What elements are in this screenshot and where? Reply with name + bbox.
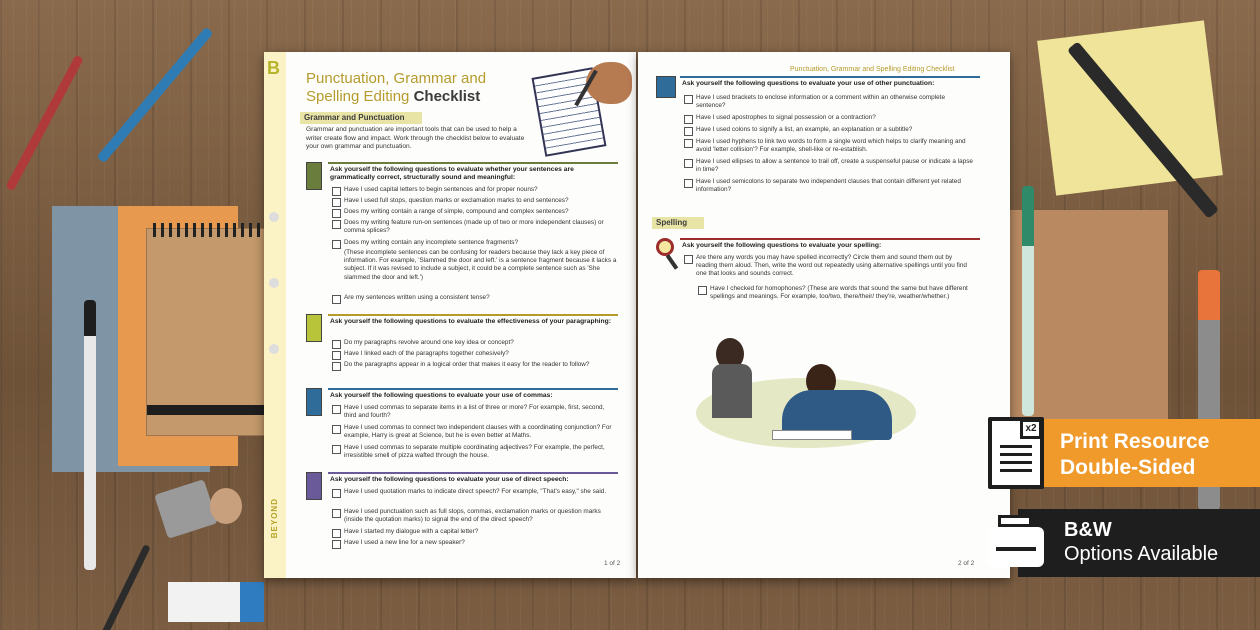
section-rule: [328, 162, 618, 164]
title-bold: Checklist: [413, 88, 481, 105]
worksheet-page-2: [638, 52, 1010, 578]
question-direct-speech: Ask yourself the following questions to evaluate your use of direct speech:: [330, 476, 569, 483]
section-heading-spelling: Spelling: [652, 217, 704, 229]
checklist-item[interactable]: Have I used commas to separate multiple coordinating adjectives? For example, the perfect, irresistible smell of pizza wafted through the house.: [332, 444, 618, 460]
print-line-1: Print Resource: [1060, 430, 1210, 453]
page-title: [306, 70, 506, 106]
checklist-item[interactable]: Have I started my dialogue with a capital letter?: [332, 528, 618, 536]
printer-icon: [988, 527, 1044, 567]
checklist-item[interactable]: Have I checked for homophones? (These are words that sound the same but have different spellings and meanings. For example, too/two, there/their/ they're, weather/whether.): [698, 285, 974, 301]
page-strip: [264, 52, 286, 578]
checklist-item[interactable]: Do my paragraphs revolve around one key idea or concept?: [332, 339, 618, 347]
pen-icon: [306, 388, 322, 416]
punch-hole: [269, 344, 279, 354]
checklist-item[interactable]: Have I used commas to connect two independent clauses with a coordinating conjunction? For example, Harry is great at Science, but he is even better at Maths.: [332, 424, 618, 440]
fragment-note: (These incomplete sentences can be confusing for readers because they lack a key piece of information. For example, 'Slammed the door and left.' is a sentence fragment because it lacks a subject. If it was revised to include a subject, it could be a complete sentence such as 'She slammed the door and left.'): [344, 249, 617, 281]
checklist-item[interactable]: Have I used ellipses to allow a sentence to trail off, create a suspenseful pause or indicate a lapse in time?: [684, 158, 974, 174]
checklist-item[interactable]: Have I used semicolons to separate two independent clauses that contain different yet related information?: [684, 178, 974, 194]
checklist-item[interactable]: Have I used brackets to enclose information or a comment within an otherwise complete sentence?: [684, 94, 974, 110]
eraser: [168, 582, 264, 622]
checklist-item[interactable]: Have I linked each of the paragraphs together cohesively?: [332, 350, 618, 358]
checklist-item[interactable]: Have I used full stops, question marks or exclamation marks to end sentences?: [332, 197, 618, 205]
options-available-label: Options Available: [1064, 543, 1219, 565]
bw-options-banner: [1018, 509, 1260, 577]
pen-icon: [306, 472, 322, 500]
checklist-item[interactable]: Have I used hyphens to link two words to form a single word which helps to clarify meaning and avoid 'letter collision'? For example, shell-like or re-establish.: [684, 138, 974, 154]
checklist-item[interactable]: Have I used apostrophes to signal possession or a contraction?: [684, 114, 974, 122]
checklist-item[interactable]: Does my writing contain any incomplete sentence fragments?: [332, 239, 618, 247]
section-heading-grammar: Grammar and Punctuation: [300, 112, 422, 124]
side-label: BEYOND: [270, 498, 279, 539]
title-line-2: Spelling Editing Checklist: [306, 88, 481, 105]
pen-green-icon: [1022, 186, 1034, 416]
checklist-item[interactable]: Do the paragraphs appear in a logical order that makes it easy for the reader to follow?: [332, 361, 618, 369]
section-rule: [680, 238, 980, 240]
worksheet-page-1: [264, 52, 636, 578]
question-paragraphing: Ask yourself the following questions to evaluate the effectiveness of your paragraphing:: [330, 318, 611, 325]
title-line-1: Punctuation, Grammar and: [306, 70, 487, 87]
running-header: Punctuation, Grammar and Spelling Editing Checklist: [790, 66, 955, 73]
pen-blue-icon: [97, 27, 214, 164]
print-resource-text: [1060, 429, 1209, 481]
pencil-icon: [96, 544, 151, 630]
checklist-item[interactable]: Does my writing feature run-on sentences (made up of two or more independent clauses) or comma splices?: [332, 219, 618, 235]
checklist-item[interactable]: Have I used commas to separate items in a list of three or more? For example, first, second, third and fourth?: [332, 404, 618, 420]
checklist-item[interactable]: Have I used punctuation such as full stops, commas, exclamation marks or question marks (inside the quotation marks) to signal the end of the direct speech?: [332, 508, 618, 524]
question-spelling: Ask yourself the following questions to evaluate your spelling:: [682, 242, 882, 249]
checkbox-tick-icon: [656, 76, 676, 98]
checklist-item[interactable]: Does my writing contain a range of simple, compound and complex sentences?: [332, 208, 618, 216]
pencil-shaving: [210, 488, 242, 524]
notepad-rings: [153, 223, 279, 237]
question-sentences: Ask yourself the following questions to evaluate whether your sentences are grammatically correct, structurally sound and meaningful:: [330, 166, 574, 182]
question-commas: Ask yourself the following questions to evaluate your use of commas:: [330, 392, 553, 399]
punch-hole: [269, 212, 279, 222]
page-number: 2 of 2: [958, 560, 975, 567]
students-illustration: [686, 330, 926, 460]
page-number: 1 of 2: [604, 560, 621, 567]
print-resource-banner: [1018, 419, 1260, 487]
section-rule: [328, 472, 618, 474]
punch-hole: [269, 278, 279, 288]
bw-label: B&W: [1064, 519, 1112, 541]
beyond-logo: B: [267, 58, 280, 78]
document-icon: [988, 417, 1044, 489]
checklist-item[interactable]: Have I used quotation marks to indicate direct speech? For example, "That's easy," she said.: [332, 488, 618, 496]
checklist-item[interactable]: Have I used a new line for a new speaker?: [332, 539, 618, 547]
checklist-item[interactable]: Have I used capital letters to begin sentences and for proper nouns?: [332, 186, 618, 194]
x2-badge: x2: [1020, 419, 1042, 439]
checklist-item[interactable]: Have I used colons to signify a list, an example, an explanation or a subtitle?: [684, 126, 974, 134]
print-line-2: Double-Sided: [1060, 456, 1196, 479]
checklist-item[interactable]: Are there any words you may have spelled incorrectly? Circle them and sound them out by reading them aloud. Then, write the word out repeatedly using alternative spellings until you find one that looks and sounds correct.: [684, 254, 974, 279]
magnifier-icon: [654, 236, 680, 272]
section-rule: [328, 314, 618, 316]
intro-text: Grammar and punctuation are important tools that can be used to help a writer create flow and impact. Work through the checklist below to evaluate your own grammar and punctuation.: [306, 126, 525, 151]
sharpener: [154, 479, 218, 539]
pen-black-icon: [84, 300, 96, 570]
checklist-item[interactable]: Are my sentences written using a consistent tense?: [332, 294, 618, 302]
writing-hand-illustration: [530, 58, 634, 154]
pen-icon: [306, 162, 322, 190]
question-other-punctuation: Ask yourself the following questions to evaluate your use of other punctuation:: [682, 80, 935, 87]
highlighter-icon: [306, 314, 322, 342]
pen-red-icon: [5, 55, 83, 192]
section-rule: [328, 388, 618, 390]
section-rule: [680, 76, 980, 78]
